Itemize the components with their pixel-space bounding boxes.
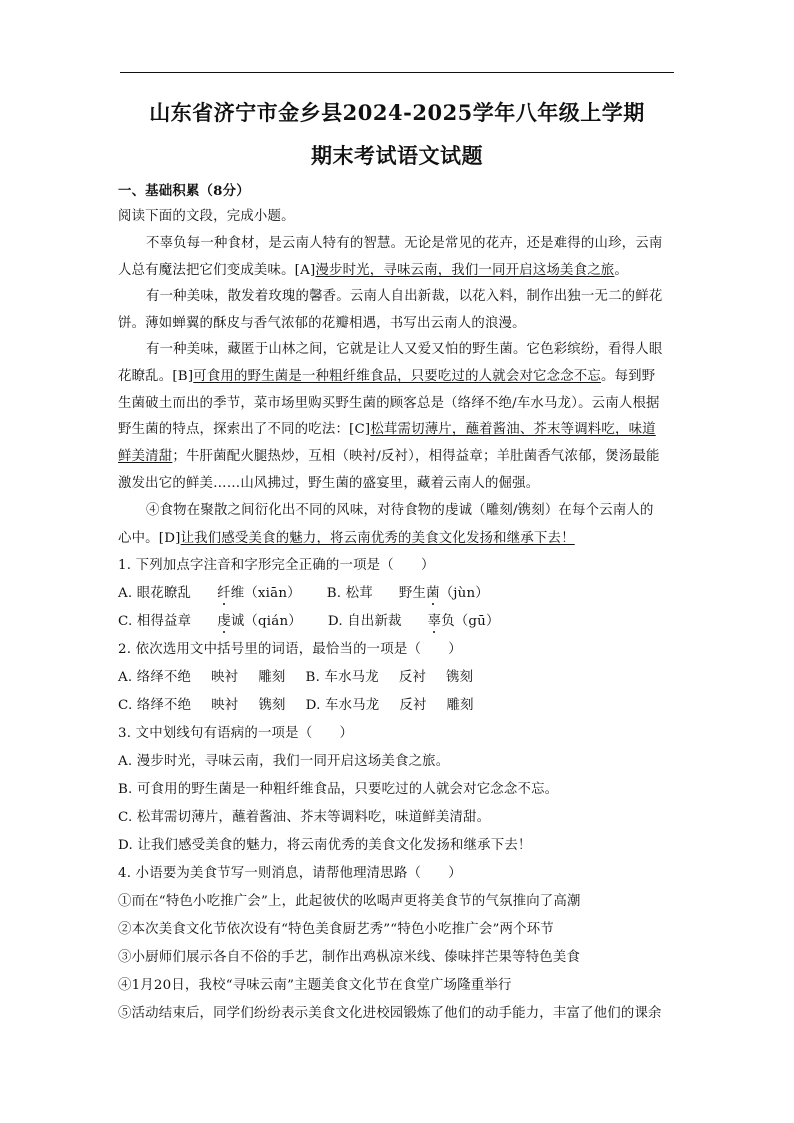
passage-text: 心中。[D] — [118, 531, 181, 546]
q3-option-a: A. 漫步时光，寻味云南，我们一同开启这场美食之旅。 — [118, 754, 450, 769]
passage-p3-line3: 生菌破土而出的季节，菜市场里购买野生菌的顾客总是（络绎不绝/车水马龙）。云南人根据 — [118, 396, 660, 411]
q1-c-post: 诚（qián） — [230, 614, 302, 629]
passage-p1-line2 — [118, 262, 628, 280]
passage-p3-line4 — [118, 421, 656, 439]
question-4-stem: 4. 小语要为美食节写一则消息，请帮他理清思路（ ） — [118, 866, 462, 881]
section-instruction: 阅读下面的文段，完成小题。 — [118, 209, 295, 224]
question-2-options-ab — [118, 669, 473, 687]
passage-text: 花瞭乱。[B] — [118, 369, 194, 384]
top-rule — [120, 72, 674, 73]
q1-b-pre: 野生 — [398, 586, 427, 601]
underlined-sentence-c: 松茸需切薄片，蘸着酱油、芥末等调料吃，味道 — [370, 422, 656, 437]
q3-option-c: C. 松茸需切薄片，蘸着酱油、芥末等调料吃，味道鲜美清甜。 — [118, 810, 491, 825]
q3-option-b: B. 可食用的野生菌是一种粗纤维食品，只要吃过的人就会对它念念不忘。 — [118, 782, 559, 797]
q1-option-a-word — [217, 586, 301, 601]
q1-option-b-label: B. 松茸 — [326, 586, 373, 601]
underlined-sentence-d: 让我们感受美食的魅力，将云南优秀的美食文化发扬和继承下去！ — [180, 531, 575, 546]
q3-option-d: D. 让我们感受美食的魅力，将云南优秀的美食文化发扬和继承下去！ — [118, 838, 532, 853]
q4-sentence-1: ①而在“特色小吃推广会”上，此起彼伏的吆喝声更将美食节的气氛推向了高潮 — [118, 894, 581, 909]
passage-p2-line2: 饼。薄如蝉翼的酥皮与香气浓郁的花瓣相遇，书写出云南人的浪漫。 — [118, 316, 526, 331]
q1-d-dotted-char: 辜 — [427, 614, 442, 629]
q2-option-a-word3: 雕刻 — [258, 670, 286, 685]
exam-title-line2: 期末考试语文试题 — [311, 143, 483, 168]
underlined-sentence-a: 漫步时光，寻味云南，我们一同开启这场美食之旅 — [315, 263, 615, 278]
q1-b-dotted-char: 菌 — [426, 586, 440, 601]
q4-sentence-5: ⑤活动结束后，同学们纷纷表示美食文化进校园锻炼了他们的动手能力，丰富了他们的课余 — [118, 1006, 662, 1021]
q2-option-b-word3: 镌刻 — [446, 670, 474, 685]
underlined-sentence-b: 可食用的野生菌是一种粗纤维食品，只要吃过的人就会对它念念不忘 — [193, 369, 601, 384]
q1-option-b-word — [399, 586, 489, 601]
q4-sentence-2: ②本次美食文化节依次设有“特色美食厨艺秀”“特色小吃推广会”两个环节 — [118, 922, 554, 937]
q2-option-a: A. 络绎不绝 — [118, 670, 192, 685]
q1-option-c-word — [217, 614, 302, 629]
q1-a-dotted-char: 纤 — [217, 586, 231, 601]
q2-option-c: C. 络绎不绝 — [118, 698, 192, 713]
question-2-options-cd — [118, 697, 474, 715]
passage-p3-line1: 有一种美味，藏匿于山林之间，它就是让人又爱又怕的野生菌。它色彩缤纷，看得人眼 — [146, 342, 663, 357]
passage-text: 人总有魔法把它们变成美味。[A] — [118, 263, 316, 278]
q2-option-b: B. 车水马龙 — [305, 670, 379, 685]
q2-option-c-word3: 镌刻 — [258, 698, 286, 713]
q1-c-dotted-char: 虔 — [217, 614, 231, 629]
q4-sentence-4: ④1月20日，我校“寻味云南”主题美食文化节在食堂广场隆重举行 — [118, 978, 512, 993]
question-2-stem: 2. 依次选用文中括号里的词语，最恰当的一项是（ ） — [118, 642, 462, 657]
passage-p4-line2 — [118, 530, 575, 548]
q1-d-post: 负（gū） — [441, 614, 500, 629]
section-heading: 一、基础积累（8分） — [118, 183, 250, 199]
question-1-options-cd — [118, 613, 500, 631]
passage-p4-line1: ④食物在聚散之间衍化出不同的风味，对待食物的虔诚（雕刻/镌刻）在每个云南人的 — [146, 503, 654, 518]
q1-option-d-label: D. 自出新裁 — [327, 614, 402, 629]
q2-option-d-word3: 雕刻 — [446, 698, 474, 713]
question-1-options-ab — [118, 585, 489, 603]
q4-sentence-3: ③小厨师们展示各自不俗的手艺，制作出鸡枞凉米线、傣味拌芒果等特色美食 — [118, 950, 581, 965]
passage-text: ；牛肝菌配火腿热炒，互相（映衬/反衬），相得益章；羊肚菌香气浓郁，煲汤最能 — [172, 449, 660, 464]
passage-p3-line5 — [118, 448, 660, 466]
q2-option-d-word2: 反衬 — [399, 698, 427, 713]
q1-option-a-label: A. 眼花瞭乱 — [118, 586, 192, 601]
exam-title-line1: 山东省济宁市金乡县2024-2025学年八年级上学期 — [149, 100, 645, 125]
q2-option-c-word2: 映衬 — [211, 698, 239, 713]
q2-option-d: D. 车水马龙 — [305, 698, 380, 713]
q2-option-a-word2: 映衬 — [211, 670, 239, 685]
question-1-stem: 1. 下列加点字注音和字形完全正确的一项是（ ） — [118, 558, 435, 573]
passage-p3-line6: 激发出它的鲜美……山风拂过，野生菌的盛宴里，藏着云南人的倔强。 — [118, 476, 540, 491]
q1-a-post: 维（xiān） — [230, 586, 301, 601]
passage-text: 。每到野 — [600, 369, 656, 384]
passage-text: 野生菌的特点，探索出了不同的吃法：[C] — [118, 422, 371, 437]
passage-p2-line1: 有一种美味，散发着玫瑰的馨香。云南人自出新裁，以花入料，制作出独一无二的鲜花 — [146, 289, 663, 304]
q1-option-d-word — [428, 614, 500, 629]
passage-text: 。 — [614, 263, 628, 278]
passage-p1-line1: 不辜负每一种食材，是云南人特有的智慧。无论是常见的花卉，还是难得的山珍，云南 — [146, 236, 663, 251]
q1-option-c-label: C. 相得益章 — [118, 614, 192, 629]
underlined-sentence-c-end: 鲜美清甜 — [118, 449, 173, 464]
passage-p3-line2 — [118, 368, 655, 386]
q1-b-post: （jùn） — [439, 586, 489, 601]
question-3-stem: 3. 文中划线句有语病的一项是（ ） — [118, 726, 354, 741]
q2-option-b-word2: 反衬 — [398, 670, 427, 685]
